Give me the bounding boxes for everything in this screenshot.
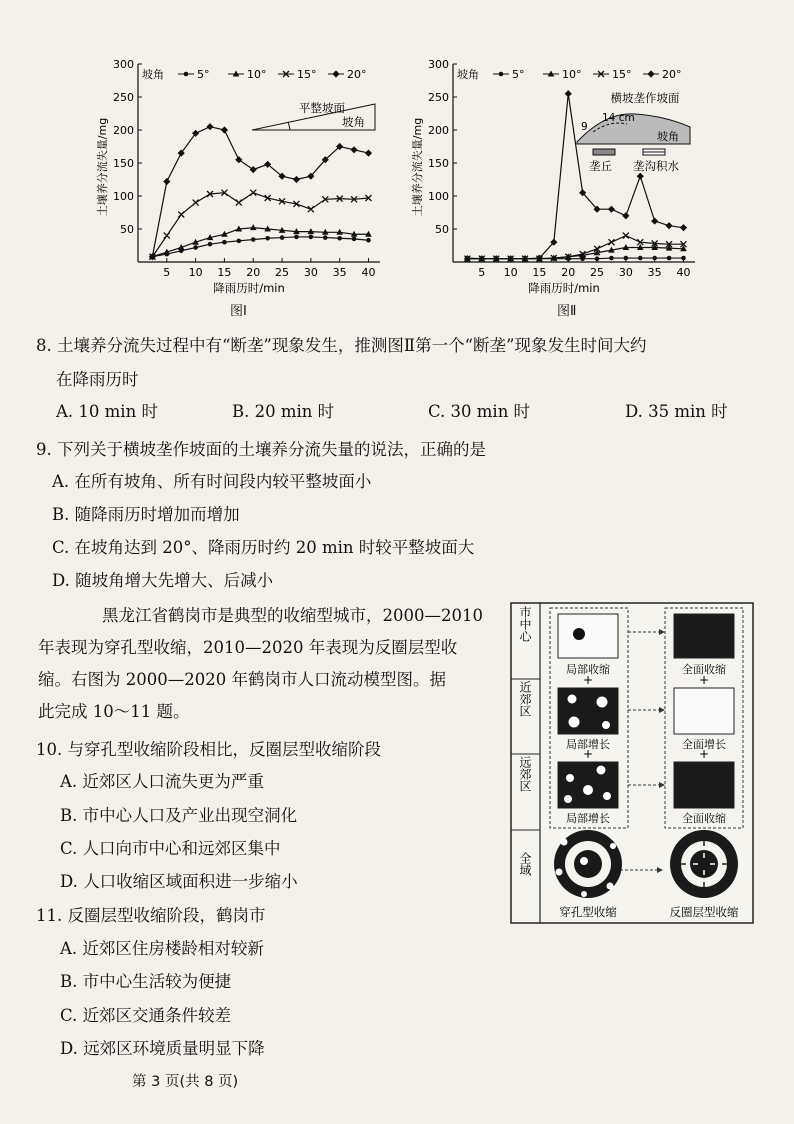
figure-2-chart (405, 52, 705, 322)
x-tick-label: 15 (532, 266, 547, 279)
near-right-label: 全面增长 (682, 738, 726, 751)
data-point (609, 256, 614, 261)
y-tick-label: 50 (435, 223, 449, 236)
plus-4: + (698, 747, 710, 761)
plus-2: + (582, 747, 594, 761)
data-point (235, 156, 242, 163)
row-label-near: 近郊区 (518, 681, 532, 717)
city-right-label: 全面收缩 (682, 663, 726, 676)
row-label-all: 全域 (518, 852, 532, 876)
legend-title: 坡角 (142, 68, 164, 81)
inset-angle-label: 坡角 (342, 115, 365, 129)
population-model-diagram (510, 602, 754, 924)
q8-stem-cont: 在降雨历时 (56, 370, 139, 389)
data-point (250, 190, 256, 196)
data-point (365, 150, 372, 157)
data-point (208, 242, 213, 247)
data-point (638, 256, 643, 261)
legend-label: 5° (512, 68, 525, 81)
legend-marker (647, 70, 654, 77)
q11-option-c[interactable]: C. 近郊区交通条件较差 (60, 1006, 232, 1025)
data-point (206, 123, 213, 130)
far-right-box (674, 762, 734, 808)
x-tick-label: 5 (478, 266, 486, 279)
q8-option-d[interactable]: D. 35 min 时 (625, 402, 728, 421)
q9-stem: 9. 下列关于横坡垄作坡面的土壤养分流失量的说法，正确的是 (36, 440, 486, 459)
data-point (163, 178, 170, 185)
data-point (637, 173, 644, 180)
data-point (250, 166, 257, 173)
inset-flat-slope-label: 平整坡面 (299, 101, 345, 115)
q11-stem: 11. 反圈层型收缩阶段，鹤岗市 (36, 906, 266, 925)
data-point (337, 236, 342, 241)
perforated-shrink-ring (554, 830, 622, 898)
series-line-10° (152, 228, 368, 257)
data-point (237, 239, 242, 244)
inset-ridge-title: 横坡垄作坡面 (610, 91, 680, 105)
data-point (608, 206, 615, 213)
city-left-label: 局部收缩 (566, 663, 610, 676)
near-left-label: 局部增长 (566, 738, 610, 751)
near-right-box (674, 688, 734, 734)
passage (38, 600, 483, 728)
inset-width-label: 14 cm (602, 112, 635, 124)
passage-line-3: 缩。右图为 2000—2020 年鹤岗市人口流动模型图。据 (38, 670, 446, 689)
series-line-5° (152, 237, 368, 257)
data-point (651, 217, 658, 224)
legend-label: 10° (562, 68, 582, 81)
data-point (193, 245, 198, 250)
data-point (236, 200, 242, 206)
x-tick-label: 40 (676, 266, 691, 279)
far-right-label: 全面收缩 (682, 812, 726, 825)
data-point (623, 233, 629, 239)
q9-option-c[interactable]: C. 在坡角达到 20°、降雨历时约 20 min 时较平整坡面大 (52, 538, 475, 557)
y-tick-label: 300 (113, 58, 134, 71)
legend-label: 20° (347, 68, 367, 81)
y-tick-label: 100 (113, 190, 134, 203)
q10-option-b[interactable]: B. 市中心人口及产业出现空洞化 (60, 806, 298, 825)
data-point (221, 126, 228, 133)
data-point (352, 237, 357, 242)
x-tick-label: 20 (246, 266, 261, 279)
y-tick-label: 300 (428, 58, 449, 71)
data-point (265, 236, 270, 241)
legend-marker (332, 70, 339, 77)
legend-label: 5° (197, 68, 210, 81)
passage-line-4: 此完成 10～11 题。 (38, 702, 190, 721)
legend-label: 10° (247, 68, 267, 81)
figure-1-caption: 图Ⅰ (230, 304, 247, 319)
y-tick-label: 150 (113, 157, 134, 170)
q11-option-a[interactable]: A. 近郊区住房楼龄相对较新 (60, 939, 264, 958)
legend-marker (184, 72, 189, 77)
data-point (250, 224, 257, 230)
passage-line-1: 黑龙江省鹤岗市是典型的收缩型城市，2000—2010 (102, 606, 483, 625)
data-point (164, 233, 170, 239)
inset-ridge-label: 垄丘 (589, 159, 612, 173)
plus-1: + (582, 673, 594, 687)
x-tick-label: 25 (275, 266, 290, 279)
series-line-15° (152, 193, 368, 257)
inset-height-label: 9 (581, 121, 588, 133)
x-tick-label: 30 (303, 266, 318, 279)
data-point (309, 235, 314, 240)
x-axis-label: 降雨历时/min (213, 281, 285, 295)
passage-line-2: 年表现为穿孔型收缩，2010—2020 年表现为反圈层型收 (38, 638, 458, 657)
data-point (308, 206, 314, 212)
x-tick-label: 35 (647, 266, 662, 279)
legend-marker (499, 72, 504, 77)
data-point (652, 256, 657, 261)
x-tick-label: 10 (188, 266, 203, 279)
data-point (595, 256, 600, 261)
row-label-far: 远郊区 (518, 756, 532, 792)
plus-3: + (698, 673, 710, 687)
q9-option-a[interactable]: A. 在所有坡角、所有时间段内较平整坡面小 (52, 472, 372, 491)
data-point (681, 256, 686, 261)
x-tick-label: 10 (503, 266, 518, 279)
data-point (323, 235, 328, 240)
x-tick-label: 35 (332, 266, 347, 279)
x-tick-label: 15 (217, 266, 232, 279)
data-point (222, 240, 227, 245)
q9-option-b[interactable]: B. 随降雨历时增加而增加 (52, 505, 240, 524)
q10-option-d[interactable]: D. 人口收缩区域面积进一步缩小 (60, 872, 298, 891)
page-footer: 第 3 页(共 8 页) (132, 1074, 239, 1090)
q8-option-c[interactable]: C. 30 min 时 (428, 402, 531, 421)
series-line-20° (152, 127, 368, 257)
data-point (178, 211, 184, 217)
q10-option-c[interactable]: C. 人口向市中心和远郊区集中 (60, 839, 281, 858)
legend-label: 15° (297, 68, 317, 81)
q10-stem: 10. 与穿孔型收缩阶段相比，反圈层型收缩阶段 (36, 740, 381, 759)
q11-option-d[interactable]: D. 远郊区环境质量明显下降 (60, 1039, 265, 1058)
y-axis-label: 土壤养分流失量/mg (96, 117, 109, 217)
y-tick-label: 200 (428, 124, 449, 137)
q11-option-b[interactable]: B. 市中心生活较为便捷 (60, 972, 232, 991)
data-point (350, 146, 357, 153)
x-tick-label: 25 (590, 266, 605, 279)
ridge-swatch (593, 149, 615, 155)
y-tick-label: 250 (428, 91, 449, 104)
inset-furrow-label: 垄沟积水 (633, 159, 679, 173)
data-point (294, 235, 299, 240)
data-point (366, 238, 371, 243)
x-tick-label: 40 (361, 266, 376, 279)
data-point (665, 222, 672, 229)
data-point (293, 176, 300, 183)
far-left-label: 局部增长 (566, 812, 610, 825)
x-tick-label: 5 (163, 266, 171, 279)
inset-angle-label: 坡角 (657, 130, 679, 143)
q9-option-d[interactable]: D. 随坡角增大先增大、后减小 (52, 571, 274, 590)
data-point (667, 256, 672, 261)
y-tick-label: 200 (113, 124, 134, 137)
data-point (193, 200, 199, 206)
legend-title: 坡角 (457, 68, 479, 81)
y-axis-label: 土壤养分流失量/mg (411, 117, 424, 217)
anti-circle-shrink-ring (670, 830, 738, 898)
city-right-box (674, 614, 734, 658)
q8-option-a[interactable]: A. 10 min 时 (56, 402, 158, 421)
legend (457, 67, 682, 81)
data-point (565, 90, 572, 97)
row-label-city: 市中心 (518, 606, 532, 642)
series-line-10° (467, 247, 683, 258)
data-point (280, 235, 285, 240)
legend-label: 20° (662, 68, 682, 81)
legend (142, 67, 367, 81)
q8-option-b[interactable]: B. 20 min 时 (232, 402, 335, 421)
x-tick-label: 30 (618, 266, 633, 279)
legend-label: 15° (612, 68, 632, 81)
y-tick-label: 100 (428, 190, 449, 203)
q8-stem: 8. 土壤养分流失过程中有“断垄”现象发生，推测图Ⅱ第一个“断垄”现象发生时间大约 (36, 336, 647, 355)
data-point (608, 239, 614, 245)
data-point (624, 256, 629, 261)
data-point (251, 237, 256, 242)
x-tick-label: 20 (561, 266, 576, 279)
city-left-box (558, 614, 618, 658)
figure-1-chart (90, 52, 390, 322)
figure-2-caption: 图Ⅱ (557, 304, 577, 319)
data-point (680, 224, 687, 231)
data-point (622, 212, 629, 219)
q10-option-a[interactable]: A. 近郊区人口流失更为严重 (60, 772, 264, 791)
y-tick-label: 50 (120, 223, 134, 236)
caption-anti-circle: 反圈层型收缩 (669, 905, 739, 919)
inset-angle-arc (288, 122, 290, 130)
y-tick-label: 150 (428, 157, 449, 170)
x-axis-label: 降雨历时/min (528, 281, 600, 295)
caption-perforated: 穿孔型收缩 (559, 905, 617, 919)
y-tick-label: 250 (113, 91, 134, 104)
